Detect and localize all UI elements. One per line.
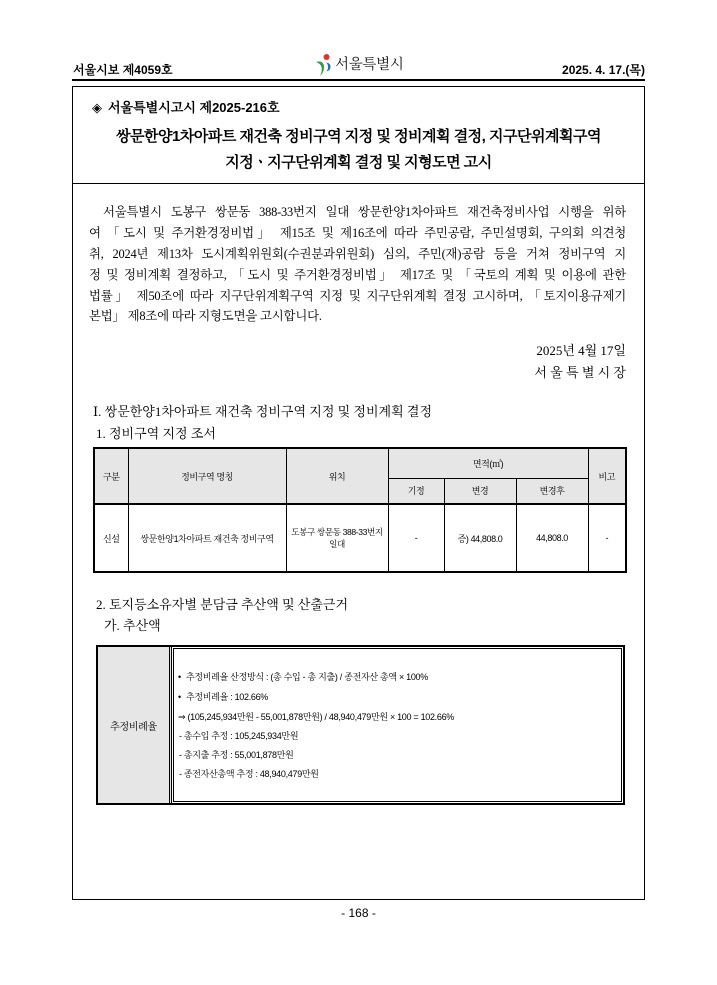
logo-sun-mark bbox=[324, 54, 330, 60]
ratio-bullet-2 bbox=[178, 690, 268, 704]
gazette-issue-number: 서울시보 제4059호 bbox=[73, 63, 173, 77]
body-line-1: 서울특별시 도봉구 쌍문동 388-33번지 일대 쌍문한양1차아파트 재건축정비사업 시행을 위하 bbox=[103, 205, 626, 219]
cell-zone-name: 쌍문한양1차아파트 재건축 정비구역 bbox=[128, 504, 286, 572]
cell-remarks: - bbox=[588, 504, 626, 572]
title-divider bbox=[72, 183, 645, 184]
prior-assets-estimate: - 종전자산총액 추정 : 48,940,479만원 bbox=[179, 769, 319, 779]
section-1-heading: Ⅰ. 쌍문한양1차아파트 재건축 정비구역 지정 및 정비계획 결정 bbox=[93, 404, 433, 419]
ratio-value-text: 추정비례율 : 102.66% bbox=[186, 692, 269, 702]
col-header-remarks: 비고 bbox=[588, 448, 626, 504]
notice-number bbox=[92, 100, 280, 116]
body-line-4: 정 및 정비계획 결정하고, 「도시 및 주거환경정비법」 제17조 및 「국토의 계획 및 이용에 관한 bbox=[89, 268, 626, 282]
ratio-label: 추정비례율 bbox=[110, 721, 157, 733]
logo-text: 서울특별시 bbox=[335, 57, 404, 73]
estimated-ratio-box bbox=[96, 645, 625, 805]
body-line-5: 법률」 제50조에 따라 지구단위계획구역 지정 및 지구단위계획 결정 고시하며, 「토지이용규제기 bbox=[89, 289, 626, 303]
notice-title-line-1: 쌍문한양1차아파트 재건축 정비구역 지정 및 정비계획 결정, 지구단위계획구역 bbox=[116, 128, 601, 145]
cell-location-line-2: 일대 bbox=[329, 539, 345, 549]
notice-marker: ◈ bbox=[92, 100, 102, 115]
ratio-content-cell bbox=[173, 648, 622, 802]
col-header-zone-name: 정비구역 명칭 bbox=[128, 448, 286, 504]
cell-location bbox=[286, 504, 388, 572]
notice-number-text: 서울특별시고시 제2025-216호 bbox=[108, 100, 280, 115]
ratio-method-text: 추정비례율 산정방식 : (총 수입 - 총 지출) / 종전자산 총액 × 100% bbox=[186, 672, 428, 682]
cell-location-line-1: 도봉구 쌍문동 388-33번지 bbox=[291, 527, 383, 537]
bullet-marker: • bbox=[178, 672, 181, 682]
ratio-bullet-1 bbox=[178, 670, 428, 684]
ratio-formula: ⇒ (105,245,934만원 - 55,001,878만원) / 48,940,479만원 × 100 = 102.66% bbox=[178, 712, 454, 722]
notice-issuer: 서 울 특 별 시 장 bbox=[534, 365, 626, 380]
page-number: - 168 - bbox=[341, 906, 376, 920]
total-income-estimate: - 총수입 추정 : 105,245,934만원 bbox=[179, 731, 299, 741]
body-line-2: 여 「도시 및 주거환경정비법」 제15조 및 제16조에 따라 주민공람, 주민설명회, 구의회 의견청 bbox=[89, 226, 626, 240]
ratio-label-cell bbox=[98, 647, 172, 803]
body-line-6: 본법」 제8조에 따라 지형도면을 고시합니다. bbox=[89, 309, 322, 323]
section-2-subheading: 가. 추산액 bbox=[104, 618, 161, 633]
cell-area-after: 44,808.0 bbox=[516, 504, 588, 572]
seoul-symbol-icon bbox=[314, 53, 333, 77]
seoul-logo bbox=[314, 53, 404, 77]
col-header-area: 면적(㎡) bbox=[388, 448, 588, 478]
table-header-row-1 bbox=[94, 448, 626, 478]
zone-designation-table bbox=[93, 447, 627, 573]
body-line-3: 취, 2024년 제13차 도시계획위원회(수권분과위원회) 심의, 주민(재)공람 등을 거쳐 정비구역 지 bbox=[89, 247, 626, 261]
bullet-marker: • bbox=[178, 692, 181, 702]
col-header-area-existing: 기정 bbox=[388, 478, 444, 504]
notice-date: 2025년 4월 17일 bbox=[536, 343, 626, 358]
header-rule bbox=[72, 79, 645, 81]
table-row bbox=[94, 504, 626, 572]
total-expense-estimate: - 총지출 추정 : 55,001,878만원 bbox=[179, 750, 294, 760]
logo-mountain-mark bbox=[316, 62, 324, 77]
issue-date: 2025. 4. 17.(목) bbox=[562, 63, 645, 77]
logo-river-mark bbox=[326, 63, 331, 72]
col-header-location: 위치 bbox=[286, 448, 388, 504]
cell-area-change: 증) 44,808.0 bbox=[444, 504, 516, 572]
cell-category: 신설 bbox=[94, 504, 128, 572]
notice-title-line-2: 지정ㆍ지구단위계획 결정 및 지형도면 고시 bbox=[225, 154, 492, 171]
section-1-subheading: 1. 정비구역 지정 조서 bbox=[96, 426, 216, 441]
col-header-area-change: 변경 bbox=[444, 478, 516, 504]
col-header-category: 구분 bbox=[94, 448, 128, 504]
col-header-area-after: 변경후 bbox=[516, 478, 588, 504]
cell-area-existing: - bbox=[388, 504, 444, 572]
section-2-heading: 2. 토지등소유자별 분담금 추산액 및 산출근거 bbox=[96, 597, 349, 612]
